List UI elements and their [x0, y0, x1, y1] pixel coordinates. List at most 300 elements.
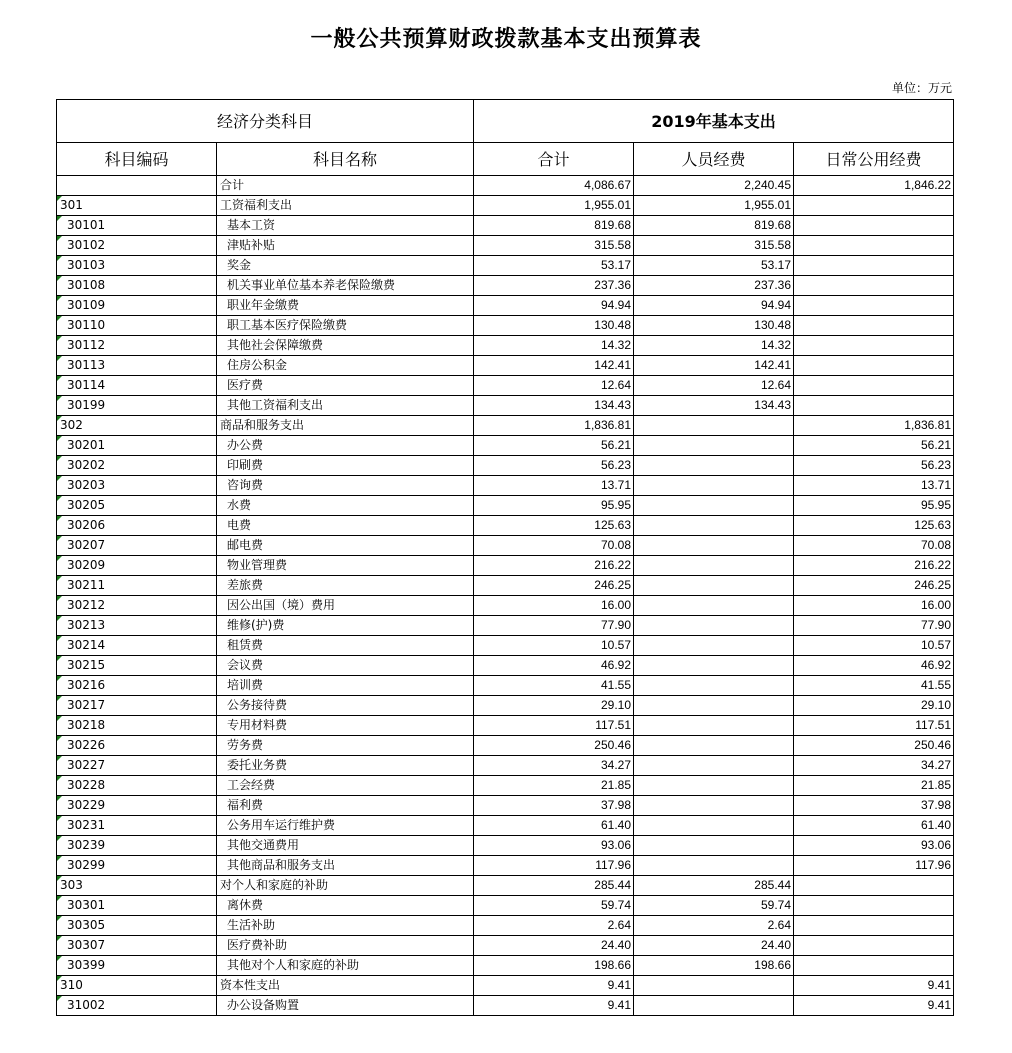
table-row [57, 336, 954, 356]
personnel-cell[interactable] [634, 236, 794, 256]
header-2019-basic-expenditure: 2019年基本支出 [474, 100, 954, 143]
name-cell[interactable] [217, 916, 474, 936]
name-cell[interactable] [217, 516, 474, 536]
personnel-cell[interactable] [634, 856, 794, 876]
code-cell-text: 30201 [67, 438, 106, 452]
total-cell[interactable] [474, 636, 634, 656]
public-cell-text: 29.10 [920, 698, 951, 712]
name-cell-text: 印刷费 [227, 458, 264, 472]
code-cell[interactable] [57, 296, 217, 316]
code-cell-text: 30114 [67, 378, 106, 392]
total-cell[interactable] [474, 856, 634, 876]
public-cell[interactable] [794, 736, 954, 756]
public-cell[interactable] [794, 396, 954, 416]
name-cell[interactable] [217, 596, 474, 616]
name-cell[interactable] [217, 636, 474, 656]
total-cell[interactable] [474, 476, 634, 496]
public-cell-text: 246.25 [914, 578, 951, 592]
total-cell[interactable] [474, 536, 634, 556]
code-cell-text: 30205 [67, 498, 106, 512]
code-cell[interactable] [57, 696, 217, 716]
code-cell[interactable] [57, 876, 217, 896]
table-row [57, 476, 954, 496]
personnel-cell[interactable] [634, 196, 794, 216]
total-cell-text: 29.10 [600, 698, 631, 712]
code-cell[interactable] [57, 216, 217, 236]
name-cell-text: 其他社会保障缴费 [227, 338, 324, 352]
public-cell[interactable] [794, 176, 954, 196]
public-cell[interactable] [794, 956, 954, 976]
name-cell-text: 机关事业单位基本养老保险缴费 [227, 278, 396, 292]
total-cell[interactable] [474, 496, 634, 516]
total-cell[interactable] [474, 616, 634, 636]
name-cell[interactable] [217, 936, 474, 956]
personnel-cell[interactable] [634, 556, 794, 576]
name-cell[interactable] [217, 476, 474, 496]
table-body [57, 176, 954, 1016]
error-indicator-icon [57, 956, 62, 961]
code-cell-text: 30231 [67, 818, 106, 832]
error-indicator-icon [57, 736, 62, 741]
code-cell[interactable] [57, 636, 217, 656]
personnel-cell[interactable] [634, 576, 794, 596]
table-row [57, 796, 954, 816]
code-cell[interactable] [57, 436, 217, 456]
code-cell[interactable] [57, 736, 217, 756]
public-cell[interactable] [794, 416, 954, 436]
personnel-cell[interactable] [634, 416, 794, 436]
public-cell[interactable] [794, 896, 954, 916]
public-cell[interactable] [794, 356, 954, 376]
total-cell[interactable] [474, 936, 634, 956]
public-cell[interactable] [794, 256, 954, 276]
personnel-cell[interactable] [634, 696, 794, 716]
public-cell[interactable] [794, 976, 954, 996]
name-cell[interactable] [217, 956, 474, 976]
table-row [57, 656, 954, 676]
personnel-cell[interactable] [634, 756, 794, 776]
name-cell[interactable] [217, 176, 474, 196]
name-cell-text: 合计 [220, 178, 245, 192]
personnel-cell[interactable] [634, 316, 794, 336]
public-cell[interactable] [794, 196, 954, 216]
table-row [57, 536, 954, 556]
code-cell[interactable] [57, 656, 217, 676]
error-indicator-icon [57, 796, 62, 801]
code-cell[interactable] [57, 336, 217, 356]
public-cell[interactable] [794, 776, 954, 796]
total-cell[interactable] [474, 956, 634, 976]
code-cell[interactable] [57, 476, 217, 496]
personnel-cell-text: 285.44 [754, 878, 791, 892]
name-cell[interactable] [217, 356, 474, 376]
table-row [57, 896, 954, 916]
code-cell[interactable] [57, 816, 217, 836]
total-cell[interactable] [474, 656, 634, 676]
code-cell[interactable] [57, 176, 217, 196]
personnel-cell[interactable] [634, 536, 794, 556]
name-cell-text: 办公设备购置 [227, 998, 300, 1012]
name-cell-text: 专用材料费 [227, 718, 288, 732]
code-cell-text: 30203 [67, 478, 106, 492]
name-cell[interactable] [217, 436, 474, 456]
total-cell[interactable] [474, 996, 634, 1016]
personnel-cell[interactable] [634, 396, 794, 416]
name-cell-text: 委托业务费 [227, 758, 288, 772]
total-cell[interactable] [474, 516, 634, 536]
code-cell[interactable] [57, 456, 217, 476]
total-cell-text: 37.98 [600, 798, 631, 812]
public-cell-text: 46.92 [920, 658, 951, 672]
total-cell[interactable] [474, 696, 634, 716]
total-cell[interactable] [474, 436, 634, 456]
error-indicator-icon [57, 316, 62, 321]
public-cell[interactable] [794, 236, 954, 256]
name-cell[interactable] [217, 556, 474, 576]
public-cell[interactable] [794, 716, 954, 736]
error-indicator-icon [57, 876, 62, 881]
name-cell[interactable] [217, 796, 474, 816]
code-cell[interactable] [57, 896, 217, 916]
code-cell[interactable] [57, 836, 217, 856]
name-cell[interactable] [217, 316, 474, 336]
name-cell[interactable] [217, 856, 474, 876]
total-cell-text: 24.40 [600, 938, 631, 952]
table-row [57, 836, 954, 856]
personnel-cell[interactable] [634, 836, 794, 856]
code-cell[interactable] [57, 416, 217, 436]
name-cell[interactable] [217, 876, 474, 896]
name-cell[interactable] [217, 496, 474, 516]
total-cell[interactable] [474, 276, 634, 296]
budget-table [56, 99, 954, 1016]
total-cell-text: 46.92 [600, 658, 631, 672]
table-row [57, 856, 954, 876]
code-cell[interactable] [57, 556, 217, 576]
personnel-cell[interactable] [634, 176, 794, 196]
table-row [57, 716, 954, 736]
error-indicator-icon [57, 456, 62, 461]
code-cell[interactable] [57, 256, 217, 276]
personnel-cell[interactable] [634, 336, 794, 356]
personnel-cell[interactable] [634, 816, 794, 836]
total-cell[interactable] [474, 376, 634, 396]
public-cell[interactable] [794, 276, 954, 296]
name-cell[interactable] [217, 656, 474, 676]
code-cell-text: 30239 [67, 838, 106, 852]
total-cell[interactable] [474, 416, 634, 436]
public-cell[interactable] [794, 296, 954, 316]
error-indicator-icon [57, 836, 62, 841]
personnel-cell[interactable] [634, 476, 794, 496]
total-cell[interactable] [474, 976, 634, 996]
code-cell[interactable] [57, 976, 217, 996]
code-cell[interactable] [57, 196, 217, 216]
code-cell[interactable] [57, 996, 217, 1016]
code-cell[interactable] [57, 516, 217, 536]
name-cell[interactable] [217, 376, 474, 396]
public-cell-text: 61.40 [920, 818, 951, 832]
table-row [57, 436, 954, 456]
error-indicator-icon [57, 376, 62, 381]
name-cell-text: 其他交通费用 [227, 838, 300, 852]
total-cell[interactable] [474, 596, 634, 616]
public-cell[interactable] [794, 616, 954, 636]
personnel-cell[interactable] [634, 596, 794, 616]
total-cell[interactable] [474, 676, 634, 696]
public-cell[interactable] [794, 876, 954, 896]
name-cell[interactable] [217, 696, 474, 716]
public-cell[interactable] [794, 476, 954, 496]
public-cell[interactable] [794, 576, 954, 596]
code-cell[interactable] [57, 616, 217, 636]
total-cell-text: 9.41 [607, 998, 631, 1012]
total-cell[interactable] [474, 896, 634, 916]
total-cell[interactable] [474, 716, 634, 736]
public-cell[interactable] [794, 856, 954, 876]
public-cell[interactable] [794, 456, 954, 476]
name-cell[interactable] [217, 296, 474, 316]
name-cell[interactable] [217, 976, 474, 996]
personnel-cell[interactable] [634, 976, 794, 996]
public-cell[interactable] [794, 756, 954, 776]
error-indicator-icon [57, 716, 62, 721]
personnel-cell[interactable] [634, 916, 794, 936]
name-cell[interactable] [217, 996, 474, 1016]
name-cell[interactable] [217, 456, 474, 476]
public-cell[interactable] [794, 496, 954, 516]
total-cell-text: 134.43 [594, 398, 631, 412]
code-cell[interactable] [57, 576, 217, 596]
name-cell[interactable] [217, 716, 474, 736]
public-cell[interactable] [794, 836, 954, 856]
name-cell[interactable] [217, 736, 474, 756]
table-row [57, 176, 954, 196]
public-cell[interactable] [794, 336, 954, 356]
public-cell[interactable] [794, 556, 954, 576]
table-row [57, 576, 954, 596]
public-cell[interactable] [794, 636, 954, 656]
total-cell-text: 56.23 [600, 458, 631, 472]
error-indicator-icon [57, 356, 62, 361]
name-cell-text: 公务接待费 [227, 698, 288, 712]
public-cell[interactable] [794, 996, 954, 1016]
name-cell-text: 劳务费 [227, 738, 264, 752]
personnel-cell[interactable] [634, 436, 794, 456]
public-cell[interactable] [794, 696, 954, 716]
personnel-cell[interactable] [634, 496, 794, 516]
public-cell[interactable] [794, 376, 954, 396]
code-cell[interactable] [57, 376, 217, 396]
error-indicator-icon [57, 616, 62, 621]
personnel-cell[interactable] [634, 936, 794, 956]
total-cell[interactable] [474, 396, 634, 416]
name-cell-text: 对个人和家庭的补助 [220, 878, 329, 892]
code-cell[interactable] [57, 776, 217, 796]
public-cell[interactable] [794, 796, 954, 816]
total-cell[interactable] [474, 816, 634, 836]
total-cell[interactable] [474, 336, 634, 356]
personnel-cell[interactable] [634, 256, 794, 276]
column-header-code: 科目编码 [57, 143, 217, 176]
personnel-cell-text: 819.68 [754, 218, 791, 232]
total-cell[interactable] [474, 316, 634, 336]
name-cell[interactable] [217, 236, 474, 256]
public-cell-text: 16.00 [920, 598, 951, 612]
name-cell[interactable] [217, 536, 474, 556]
public-cell[interactable] [794, 216, 954, 236]
code-cell[interactable] [57, 716, 217, 736]
public-cell-text: 21.85 [920, 778, 951, 792]
total-cell[interactable] [474, 916, 634, 936]
personnel-cell[interactable] [634, 736, 794, 756]
total-cell[interactable] [474, 756, 634, 776]
code-cell[interactable] [57, 596, 217, 616]
personnel-cell[interactable] [634, 796, 794, 816]
personnel-cell[interactable] [634, 716, 794, 736]
public-cell-text: 37.98 [920, 798, 951, 812]
code-cell-text: 302 [60, 418, 83, 432]
personnel-cell[interactable] [634, 876, 794, 896]
code-cell-text: 30213 [67, 618, 106, 632]
code-cell[interactable] [57, 936, 217, 956]
personnel-cell[interactable] [634, 616, 794, 636]
total-cell[interactable] [474, 836, 634, 856]
total-cell-text: 53.17 [600, 258, 631, 272]
code-cell-text: 30399 [67, 958, 106, 972]
total-cell[interactable] [474, 216, 634, 236]
name-cell[interactable] [217, 196, 474, 216]
public-cell-text: 93.06 [920, 838, 951, 852]
total-cell[interactable] [474, 456, 634, 476]
code-cell[interactable] [57, 276, 217, 296]
code-cell[interactable] [57, 236, 217, 256]
code-cell[interactable] [57, 536, 217, 556]
total-cell-text: 1,836.81 [584, 418, 631, 432]
total-cell[interactable] [474, 796, 634, 816]
total-cell[interactable] [474, 776, 634, 796]
code-cell-text: 30299 [67, 858, 106, 872]
name-cell[interactable] [217, 416, 474, 436]
personnel-cell[interactable] [634, 516, 794, 536]
personnel-cell[interactable] [634, 656, 794, 676]
code-cell[interactable] [57, 676, 217, 696]
code-cell-text: 30307 [67, 938, 106, 952]
error-indicator-icon [57, 776, 62, 781]
error-indicator-icon [57, 536, 62, 541]
public-cell[interactable] [794, 656, 954, 676]
personnel-cell[interactable] [634, 676, 794, 696]
total-cell-text: 61.40 [600, 818, 631, 832]
name-cell[interactable] [217, 836, 474, 856]
personnel-cell[interactable] [634, 456, 794, 476]
error-indicator-icon [57, 276, 62, 281]
code-cell[interactable] [57, 496, 217, 516]
name-cell[interactable] [217, 756, 474, 776]
table-row [57, 376, 954, 396]
public-cell[interactable] [794, 916, 954, 936]
code-cell[interactable] [57, 396, 217, 416]
personnel-cell[interactable] [634, 356, 794, 376]
name-cell-text: 住房公积金 [227, 358, 288, 372]
name-cell[interactable] [217, 616, 474, 636]
total-cell[interactable] [474, 296, 634, 316]
error-indicator-icon [57, 936, 62, 941]
code-cell[interactable] [57, 356, 217, 376]
personnel-cell[interactable] [634, 376, 794, 396]
name-cell[interactable] [217, 276, 474, 296]
total-cell-text: 34.27 [600, 758, 631, 772]
name-cell[interactable] [217, 336, 474, 356]
total-cell-text: 285.44 [594, 878, 631, 892]
total-cell-text: 130.48 [594, 318, 631, 332]
personnel-cell-text: 130.48 [754, 318, 791, 332]
table-row [57, 416, 954, 436]
total-cell[interactable] [474, 256, 634, 276]
total-cell[interactable] [474, 556, 634, 576]
personnel-cell[interactable] [634, 896, 794, 916]
column-header-public: 日常公用经费 [794, 143, 954, 176]
name-cell[interactable] [217, 776, 474, 796]
code-cell-text: 303 [60, 878, 83, 892]
personnel-cell[interactable] [634, 276, 794, 296]
total-cell-text: 237.36 [594, 278, 631, 292]
public-cell[interactable] [794, 596, 954, 616]
personnel-cell-text: 24.40 [760, 938, 791, 952]
total-cell[interactable] [474, 736, 634, 756]
name-cell[interactable] [217, 816, 474, 836]
public-cell[interactable] [794, 316, 954, 336]
public-cell[interactable] [794, 536, 954, 556]
total-cell-text: 246.25 [594, 578, 631, 592]
error-indicator-icon [57, 516, 62, 521]
name-cell[interactable] [217, 576, 474, 596]
name-cell[interactable] [217, 256, 474, 276]
total-cell[interactable] [474, 876, 634, 896]
name-cell[interactable] [217, 216, 474, 236]
code-cell[interactable] [57, 916, 217, 936]
personnel-cell[interactable] [634, 956, 794, 976]
total-cell[interactable] [474, 356, 634, 376]
total-cell-text: 95.95 [600, 498, 631, 512]
personnel-cell[interactable] [634, 296, 794, 316]
code-cell[interactable] [57, 796, 217, 816]
public-cell[interactable] [794, 816, 954, 836]
personnel-cell[interactable] [634, 776, 794, 796]
name-cell-text: 职业年金缴费 [227, 298, 300, 312]
name-cell[interactable] [217, 676, 474, 696]
total-cell[interactable] [474, 236, 634, 256]
personnel-cell[interactable] [634, 636, 794, 656]
code-cell[interactable] [57, 856, 217, 876]
public-cell-text: 125.63 [914, 518, 951, 532]
total-cell[interactable] [474, 176, 634, 196]
code-cell[interactable] [57, 316, 217, 336]
total-cell-text: 216.22 [594, 558, 631, 572]
public-cell[interactable] [794, 516, 954, 536]
total-cell[interactable] [474, 196, 634, 216]
name-cell[interactable] [217, 396, 474, 416]
personnel-cell[interactable] [634, 996, 794, 1016]
public-cell[interactable] [794, 436, 954, 456]
code-cell[interactable] [57, 956, 217, 976]
total-cell[interactable] [474, 576, 634, 596]
code-cell[interactable] [57, 756, 217, 776]
personnel-cell[interactable] [634, 216, 794, 236]
public-cell[interactable] [794, 936, 954, 956]
public-cell[interactable] [794, 676, 954, 696]
name-cell[interactable] [217, 896, 474, 916]
